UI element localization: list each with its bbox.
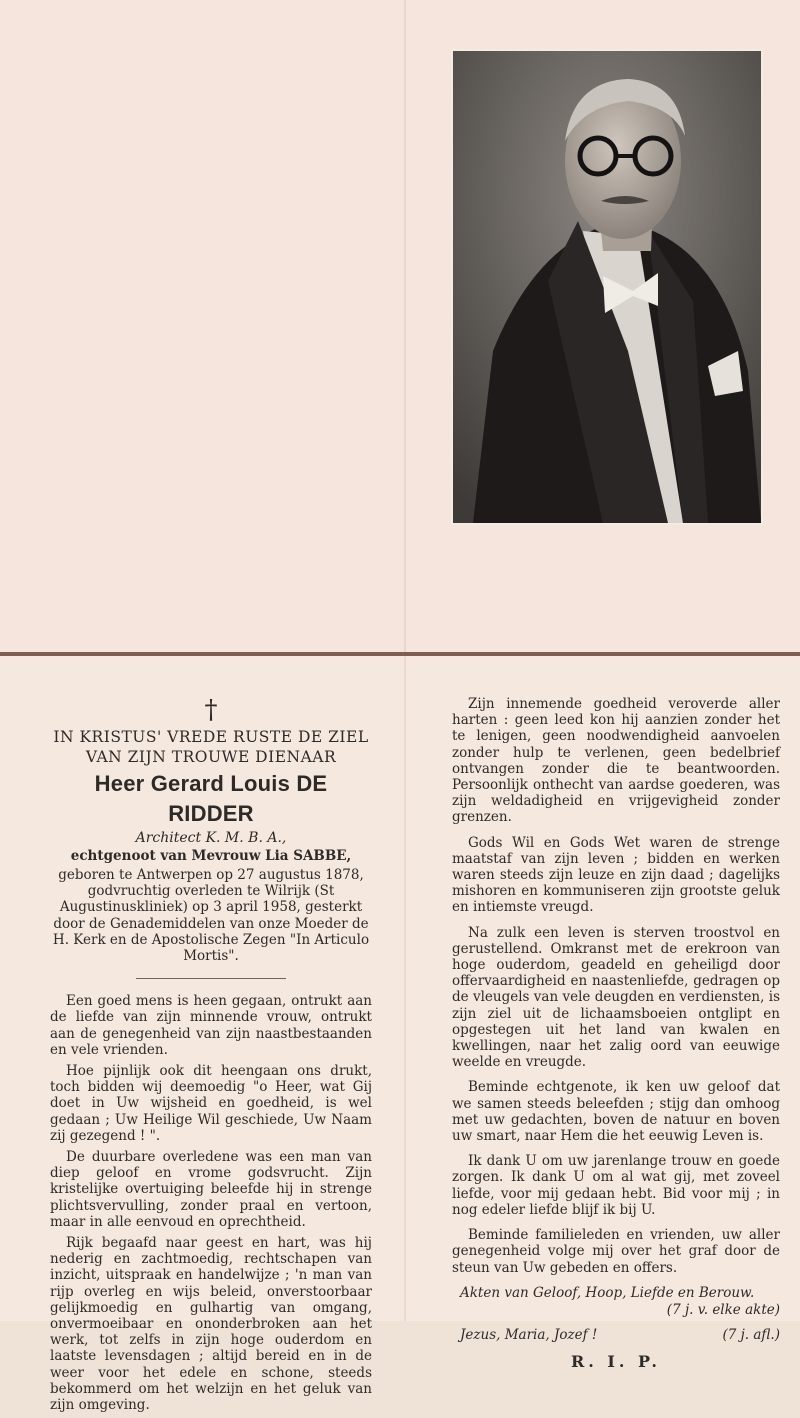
indulgence-note-1: (7 j. v. elke akte): [666, 1301, 780, 1318]
indulgence-note-2: (7 j. afl.): [722, 1326, 780, 1343]
right-paragraph: Zijn innemende goedheid veroverde aller harten : geen leed kon hij aanzien zonder het te lenigen, geen noodwendigheid aanvoelen zonder hulp te verlenen, geen bedelbrief ontvangen zonder die te beantwoorden. Persoonlijk onthecht van aardse goederen, was zijn weldadigheid en vrijgevigheid zonder grenzen.: [452, 696, 780, 826]
right-paragraph: Gods Wil en Gods Wet waren de strenge maatstaf van zijn leven ; bidden en werken waren steeds zijn leuze en zijn daad ; dagelijks mishoren en kommuniseren zijn grootste geluk en intiemste vreugd.: [452, 834, 780, 916]
left-paragraph: De duurbare overledene was een man van diep geloof en vrome godsvrucht. Zijn kristelijke overtuiging beleefde hij in strenge plichtsvervulling, zonder praal en vertoon, maar in alle eenvoud en oprechtheid.: [50, 1149, 372, 1230]
right-paragraph: Beminde familieleden en vrienden, uw aller genegenheid volge mij over het graf door de steun van Uw gebeden en offers.: [452, 1227, 780, 1276]
left-paragraph: Hoe pijnlijk ook dit heengaan ons drukt, toch bidden wij deemoedig "o Heer, wat Gij doet in Uw wijsheid en goedheid, is wel gedaan ; Uw Heilige Wil geschiede, Uw Naam zij gezegend ! ".: [50, 1063, 372, 1144]
right-paragraph: Na zulk een leven is sterven troostvol en gerustellend. Omkranst met de erekroon van hoge ouderdom, geadeld en geheiligd door offervaardigheid en naastenliefde, gedragen op de vleugels van vele deugden en verdiensten, is zijn ziel uit de lichaamsboeien ontglipt en opgestegen uit het land van kwalen en kwellingen, naar het zalig oord van eeuwige weelde en vreugde.: [452, 924, 780, 1071]
indulgence-line-1: Akten van Geloof, Hoop, Liefde en Berouw.: [460, 1284, 755, 1301]
left-paragraph: Een goed mens is heen gegaan, ontrukt aan de liefde van zijn minnende vrouw, ontrukt aan de genegenheid van zijn naastbestaanden en vele vrienden.: [50, 993, 372, 1058]
right-paragraph: Ik dank U om uw jarenlange trouw en goede zorgen. Ik dank U om al wat gij, met zoveel liefde, voor mij gedaan hebt. Bid voor mij ; in nog edeler liefde blijf ik bij U.: [452, 1153, 780, 1218]
inner-fold-line: [404, 656, 406, 1321]
left-column: [50, 696, 372, 1418]
deceased-name: Heer Gerard Louis DE RIDDER: [94, 771, 328, 826]
left-paragraph: Rijk begaafd naar geest en hart, was hij nederig en zachtmoedig, rechtschapen van inzicht, uitspraak en handelwijze ; 'n man van rijp overleg en wijs beleid, onverstoorbaar gelijkmoedig en gulhartig van omgang, onvermoeibaar en ononderbroken aan het werk, tot zelfs in zijn hoge ouderdom en laatste levensdagen ; altijd bereid en in de weer voor het edele en schone, steeds bekommerd om het welzijn en het geluk van zijn omgeving.: [50, 1235, 372, 1414]
fold-line: [404, 0, 406, 652]
rip-text: R. I. P.: [570, 1351, 661, 1371]
heading-line-1: IN KRISTUS' VREDE RUSTE DE ZIEL: [53, 728, 369, 746]
divider: [136, 978, 286, 979]
portrait-illustration: [453, 51, 761, 523]
indulgence-line-2: Jezus, Maria, Jozef !: [460, 1326, 598, 1343]
heading-line-2: VAN ZIJN TROUWE DIENAAR: [85, 748, 337, 766]
portrait-frame: [451, 49, 763, 525]
right-column: [452, 696, 780, 1370]
spouse-line: echtgenoot van Mevrouw Lia SABBE,: [70, 848, 352, 864]
right-paragraph: Beminde echtgenote, ik ken uw geloof dat we samen steeds beleefden ; stijg dan omhoog met uw gedachten, boven de natuur en boven uw smart, naar Hem die het eeuwig Leven is.: [452, 1079, 780, 1145]
biography-intro: geboren te Antwerpen op 27 augustus 1878, godvruchtig overleden te Wilrijk (St Augustinuskliniek) op 3 april 1958, gesterkt door de Genademiddelen van onze Moeder de H. Kerk en de Apostolische Zegen "In Articulo Mortis".: [52, 867, 370, 965]
profession: Architect K. M. B. A.,: [135, 830, 287, 846]
portrait-photo: [453, 51, 761, 523]
cross-icon: †: [204, 695, 218, 725]
indulgence-block: [452, 1285, 780, 1344]
